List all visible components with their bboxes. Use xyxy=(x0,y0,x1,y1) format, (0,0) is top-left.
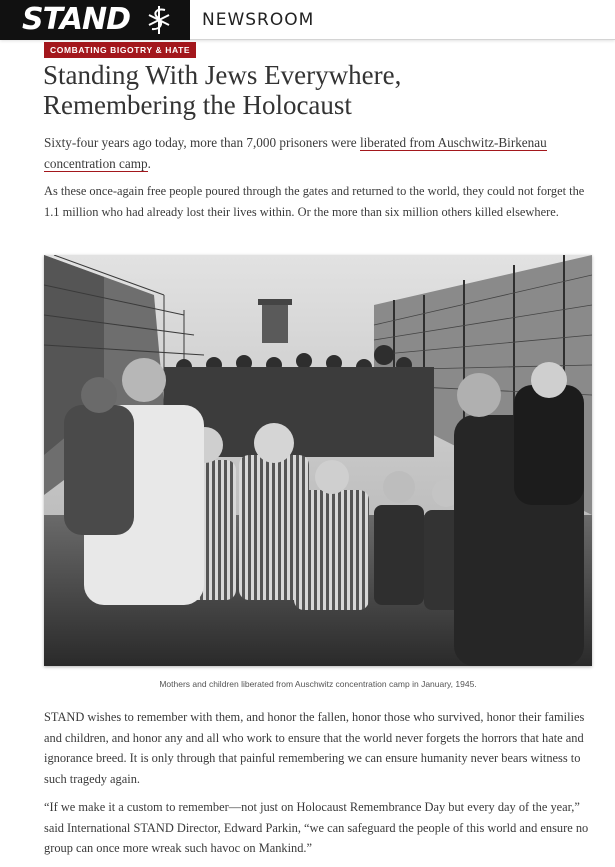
paragraph-4-quote: “If we make it a custom to remember—not just on Holocaust Remembrance Day but every day of the year,” said International STAND Director, Edward Parkin, “we can safeguard the people of this world and ensure no group can once more wreak such havoc on Mankind.” xyxy=(44,800,589,855)
image-caption: Mothers and children liberated from Auschwitz concentration camp in January, 1945. xyxy=(159,679,477,689)
brand-block[interactable] xyxy=(0,0,190,40)
article-title xyxy=(43,60,603,120)
lead-paragraph xyxy=(44,132,594,174)
paragraph-3: STAND wishes to remember with them, and honor the fallen, honor those who survived, honor their families and children, and honor any and all who work to ensure that the world never forgets the horrors that hate and ignorance breed. It is only through that painful remembering we can ensure humanity never bears witness to such tragedy again. xyxy=(44,710,585,786)
photo-illustration xyxy=(44,255,592,666)
lead-end: . xyxy=(147,156,151,171)
category-badge[interactable]: COMBATING BIGOTRY & HATE xyxy=(44,42,196,58)
newsroom-nav-link[interactable]: NEWSROOM xyxy=(202,10,315,30)
paragraph-2: As these once-again free people poured through the gates and returned to the world, they could not forget the 1.1 million who had already lost their lives within. Or the more than six million others killed elsewhere. xyxy=(44,184,585,219)
article-title-line-2: Remembering the Holocaust xyxy=(43,90,352,120)
stand-logo[interactable]: STAND xyxy=(22,2,130,37)
scientology-s-cross-icon xyxy=(144,5,174,35)
article-title-line-1: Standing With Jews Everywhere, xyxy=(43,60,402,90)
auschwitz-link[interactable]: liberated from Auschwitz-Birkenau concentration camp xyxy=(44,135,547,171)
liberation-photo xyxy=(44,255,592,666)
lead-text: Sixty-four years ago today, more than 7,000 prisoners were xyxy=(44,135,360,150)
site-header xyxy=(0,0,615,40)
